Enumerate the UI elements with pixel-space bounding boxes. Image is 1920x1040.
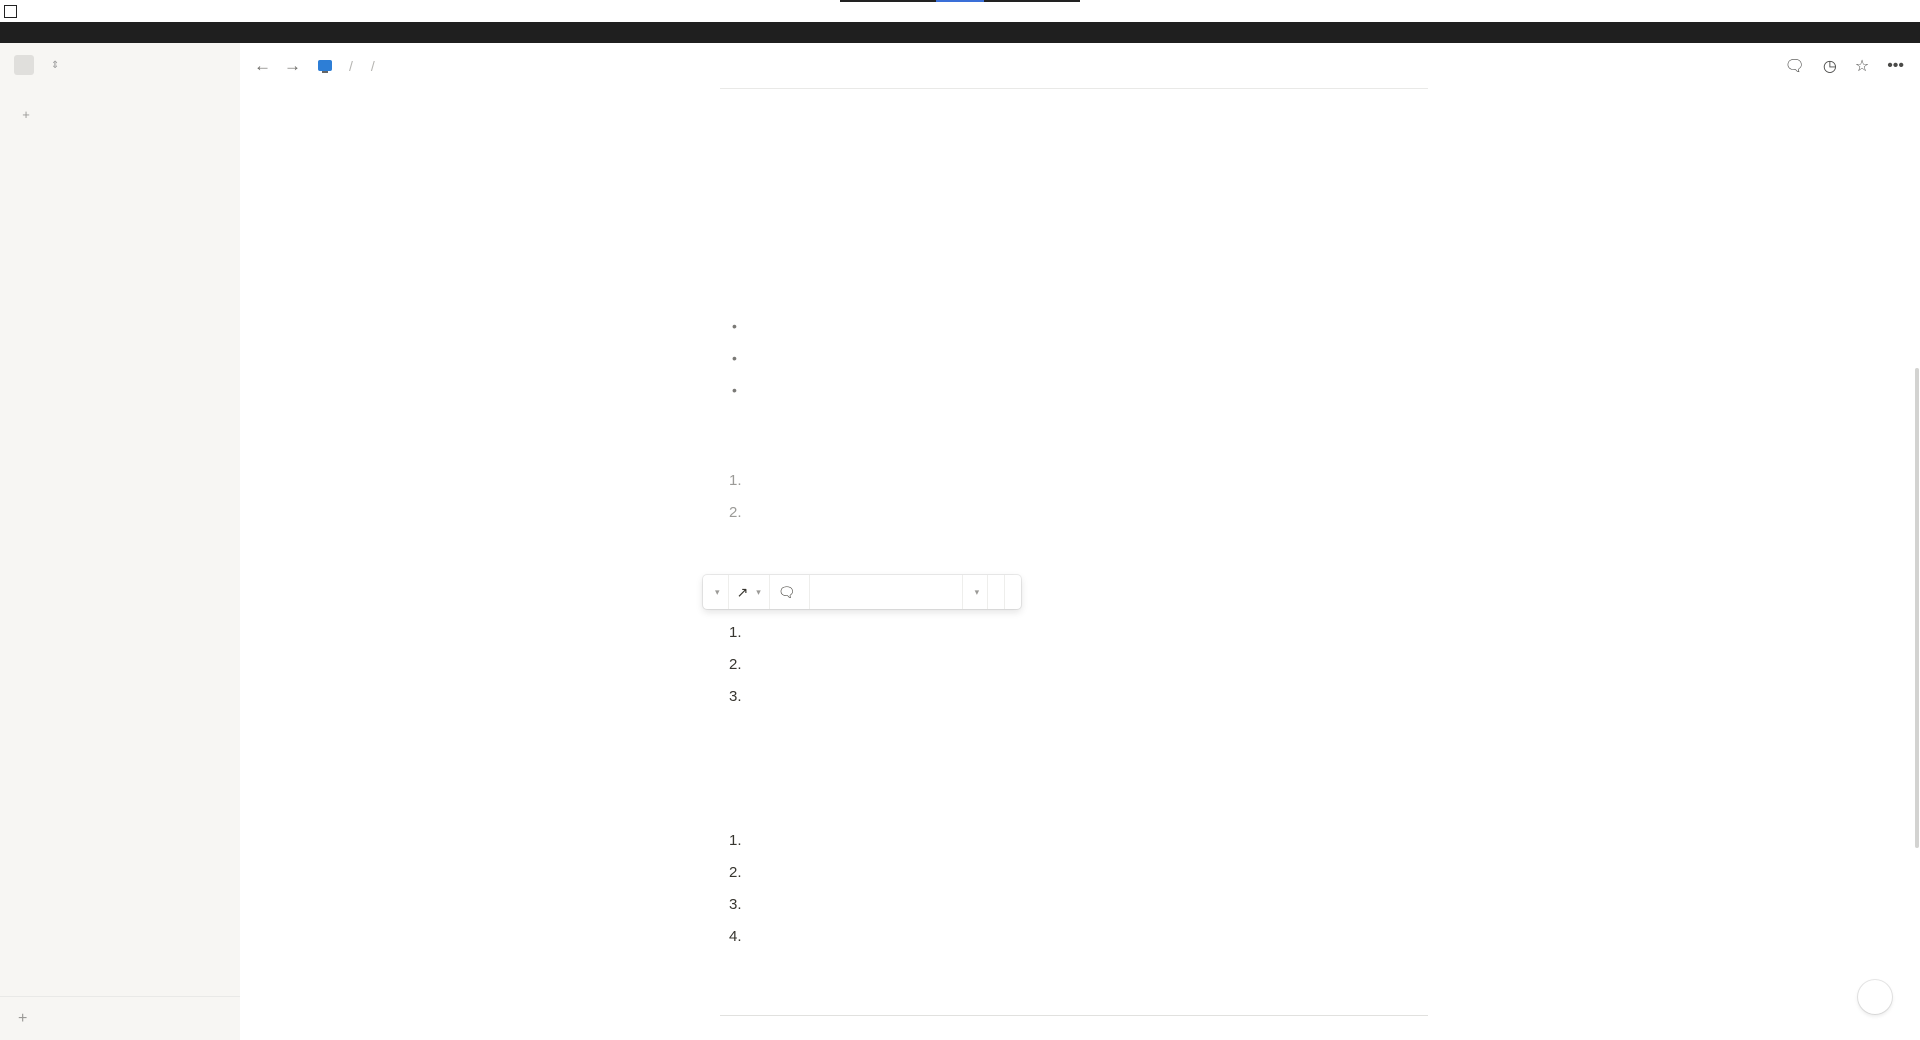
plus-icon: + bbox=[22, 107, 30, 122]
comment-icon: 🗨 bbox=[777, 583, 796, 600]
restore-button[interactable] bbox=[1828, 0, 1874, 22]
workspace-avatar bbox=[14, 55, 34, 75]
common-features-list bbox=[723, 469, 1428, 533]
more-actions-button[interactable] bbox=[1005, 575, 1021, 609]
divider bbox=[720, 1015, 1428, 1016]
notion-app-icon bbox=[4, 5, 17, 18]
breadcrumb-separator: / bbox=[370, 57, 375, 74]
title-progress-line bbox=[840, 0, 1080, 2]
breadcrumb bbox=[318, 58, 384, 74]
formatting-toolbar bbox=[703, 575, 1021, 609]
arrow-link-icon: ↗ bbox=[736, 583, 749, 600]
computer-icon bbox=[318, 60, 332, 71]
list-item[interactable]: 3. bbox=[729, 688, 742, 705]
list-item[interactable]: 1. bbox=[729, 472, 742, 489]
forward-arrow-icon[interactable]: → bbox=[284, 55, 301, 75]
block-type-dropdown[interactable] bbox=[703, 575, 729, 609]
chevron-down-icon: ▾ bbox=[974, 586, 980, 597]
back-arrow-icon[interactable]: ← bbox=[254, 55, 271, 75]
more-options-icon[interactable]: ••• bbox=[1887, 56, 1904, 74]
minimize-button[interactable] bbox=[1782, 0, 1828, 22]
list-item[interactable]: 1. bbox=[729, 832, 742, 849]
favorite-star-icon[interactable]: ☆ bbox=[1854, 57, 1870, 75]
list-item[interactable]: 3. bbox=[729, 896, 742, 913]
topbar bbox=[240, 43, 1920, 88]
comment-button[interactable] bbox=[770, 575, 810, 609]
scrollbar-thumb[interactable] bbox=[1915, 368, 1919, 848]
list-item[interactable]: 2. bbox=[729, 656, 742, 673]
weaknesses-list bbox=[723, 829, 1428, 957]
window-titlebar bbox=[0, 0, 1920, 22]
add-page-button[interactable] bbox=[0, 101, 240, 128]
new-page-button[interactable] bbox=[0, 996, 240, 1040]
list-item[interactable]: 4. bbox=[729, 928, 742, 945]
list-item[interactable]: 2. bbox=[729, 864, 742, 881]
breadcrumb-separator: / bbox=[349, 57, 353, 74]
link-button[interactable] bbox=[729, 575, 770, 609]
list-item[interactable] bbox=[723, 310, 1428, 342]
bullet-icon: • bbox=[732, 350, 737, 366]
history-icon[interactable]: ◷ bbox=[1822, 57, 1837, 75]
chevron-down-icon: ▾ bbox=[756, 586, 761, 597]
bullet-icon: • bbox=[732, 382, 737, 398]
list-item[interactable] bbox=[723, 374, 1428, 406]
sidebar bbox=[0, 43, 240, 1040]
plus-icon: + bbox=[18, 1009, 28, 1027]
list-item[interactable]: 2. bbox=[729, 504, 742, 521]
mention-button[interactable] bbox=[988, 575, 1005, 609]
comments-icon[interactable]: 🗨 bbox=[1784, 57, 1805, 75]
workspace-switcher[interactable] bbox=[0, 43, 240, 87]
menu-bar bbox=[0, 22, 1920, 43]
scrollbar[interactable] bbox=[1914, 88, 1920, 1040]
chevron-updown-icon: ⇕ bbox=[51, 59, 60, 71]
text-color-button[interactable] bbox=[963, 575, 989, 609]
list-item-selected[interactable]: 1. bbox=[729, 624, 742, 641]
divider bbox=[720, 88, 1428, 89]
chevron-down-icon: ▾ bbox=[715, 586, 720, 597]
list-item[interactable] bbox=[723, 342, 1428, 374]
text-format-group bbox=[810, 575, 963, 609]
help-button[interactable] bbox=[1858, 980, 1892, 1014]
bullet-icon: • bbox=[732, 318, 737, 334]
strengths-list bbox=[723, 621, 1428, 717]
close-window-button[interactable] bbox=[1874, 0, 1920, 22]
bullet-list bbox=[723, 310, 1428, 406]
